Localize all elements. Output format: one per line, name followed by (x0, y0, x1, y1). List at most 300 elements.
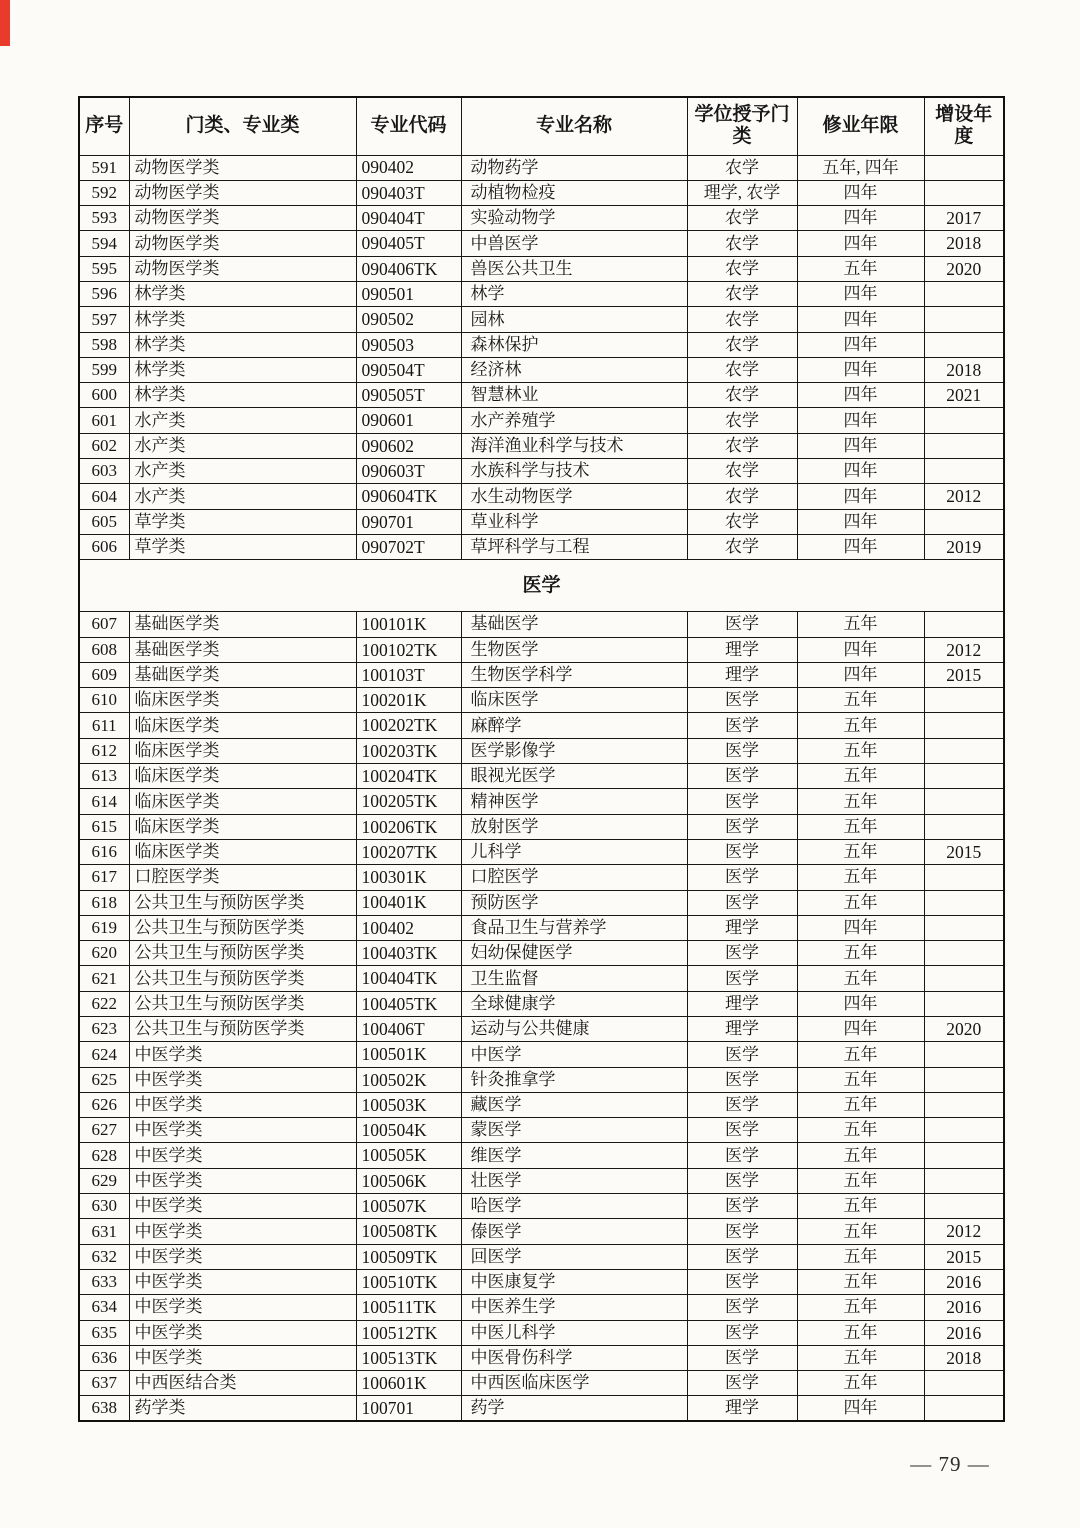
table-row (79, 738, 1004, 763)
table-cell: 636 (79, 1345, 129, 1370)
table-cell (924, 509, 1004, 534)
table-row (79, 713, 1004, 738)
table-cell: 农学 (687, 256, 797, 281)
table-cell: 596 (79, 281, 129, 306)
table-cell: 中医学类 (129, 1320, 356, 1345)
table-cell: 公共卫生与预防医学类 (129, 941, 356, 966)
table-cell: 100504K (356, 1118, 461, 1143)
table-cell: 动物医学类 (129, 180, 356, 205)
table-row (79, 941, 1004, 966)
table-cell: 五年 (797, 1219, 924, 1244)
table-row (79, 231, 1004, 256)
table-row (79, 966, 1004, 991)
table-cell: 100201K (356, 688, 461, 713)
table-cell: 医学 (687, 814, 797, 839)
table-row (79, 1345, 1004, 1370)
table-cell: 藏医学 (461, 1092, 687, 1117)
table-row (79, 1219, 1004, 1244)
table-cell: 599 (79, 357, 129, 382)
table-cell: 090403T (356, 180, 461, 205)
table-cell: 604 (79, 484, 129, 509)
table-cell: 090405T (356, 231, 461, 256)
table-cell: 医学 (687, 1371, 797, 1396)
table-cell: 中医养生学 (461, 1295, 687, 1320)
table-cell: 中医学类 (129, 1269, 356, 1294)
table-cell: 预防医学 (461, 890, 687, 915)
table-cell: 2015 (924, 662, 1004, 687)
table-cell: 临床医学类 (129, 738, 356, 763)
table-cell: 五年 (797, 1371, 924, 1396)
table-cell: 公共卫生与预防医学类 (129, 1017, 356, 1042)
table-cell: 麻醉学 (461, 713, 687, 738)
table-cell: 100510TK (356, 1269, 461, 1294)
table-cell: 医学 (687, 890, 797, 915)
column-header: 序号 (79, 97, 129, 155)
table-cell: 090406TK (356, 256, 461, 281)
table-cell: 五年 (797, 814, 924, 839)
table-row (79, 991, 1004, 1016)
column-header: 增设年度 (924, 97, 1004, 155)
table-cell: 五年 (797, 941, 924, 966)
table-cell: 602 (79, 433, 129, 458)
table-cell (924, 713, 1004, 738)
table-cell: 四年 (797, 307, 924, 332)
table-cell: 四年 (797, 459, 924, 484)
table-cell: 100101K (356, 612, 461, 637)
table-cell: 林学类 (129, 307, 356, 332)
table-cell: 林学 (461, 281, 687, 306)
table-cell: 针灸推拿学 (461, 1067, 687, 1092)
table-cell: 农学 (687, 281, 797, 306)
table-cell (924, 307, 1004, 332)
table-cell: 中兽医学 (461, 231, 687, 256)
table-cell (924, 1396, 1004, 1421)
table-cell: 100205TK (356, 789, 461, 814)
table-body (79, 155, 1004, 1421)
table-cell: 农学 (687, 509, 797, 534)
table-cell: 中医骨伤科学 (461, 1345, 687, 1370)
table-cell: 100511TK (356, 1295, 461, 1320)
section-label: 医学 (79, 560, 1004, 612)
table-cell: 100406T (356, 1017, 461, 1042)
table-cell: 100402 (356, 915, 461, 940)
table-cell: 医学 (687, 1042, 797, 1067)
table-cell: 水产类 (129, 433, 356, 458)
table-cell: 公共卫生与预防医学类 (129, 991, 356, 1016)
table-cell (924, 1118, 1004, 1143)
table-row (79, 1168, 1004, 1193)
table-cell: 090501 (356, 281, 461, 306)
table-cell: 四年 (797, 383, 924, 408)
table-cell: 中医学类 (129, 1244, 356, 1269)
table-row (79, 1092, 1004, 1117)
table-row (79, 180, 1004, 205)
table-cell: 五年 (797, 1244, 924, 1269)
table-cell: 公共卫生与预防医学类 (129, 890, 356, 915)
table-cell: 100502K (356, 1067, 461, 1092)
table-cell: 629 (79, 1168, 129, 1193)
table-cell (924, 1067, 1004, 1092)
table-cell: 621 (79, 966, 129, 991)
table-cell: 2015 (924, 1244, 1004, 1269)
table-cell: 五年 (797, 738, 924, 763)
table-cell: 水产养殖学 (461, 408, 687, 433)
table-cell: 593 (79, 206, 129, 231)
table-row (79, 1269, 1004, 1294)
table-cell: 四年 (797, 484, 924, 509)
table-cell: 水生动物医学 (461, 484, 687, 509)
table-cell: 中医学类 (129, 1345, 356, 1370)
table-cell: 100203TK (356, 738, 461, 763)
table-row (79, 764, 1004, 789)
table-cell: 草坪科学与工程 (461, 534, 687, 559)
table-cell (924, 459, 1004, 484)
table-cell: 五年 (797, 1194, 924, 1219)
table-row (79, 637, 1004, 662)
table-cell: 药学 (461, 1396, 687, 1421)
table-cell: 临床医学类 (129, 688, 356, 713)
table-cell: 632 (79, 1244, 129, 1269)
table-cell: 606 (79, 534, 129, 559)
table-cell: 中医学类 (129, 1143, 356, 1168)
table-cell: 五年, 四年 (797, 155, 924, 180)
table-cell (924, 332, 1004, 357)
table-row (79, 534, 1004, 559)
table-cell: 五年 (797, 1067, 924, 1092)
table-cell: 五年 (797, 612, 924, 637)
table-cell: 090601 (356, 408, 461, 433)
table-cell: 公共卫生与预防医学类 (129, 915, 356, 940)
table-cell: 四年 (797, 509, 924, 534)
table-cell: 中医学类 (129, 1118, 356, 1143)
table-cell (924, 1194, 1004, 1219)
table-cell (924, 789, 1004, 814)
table-cell: 100404TK (356, 966, 461, 991)
table-row (79, 509, 1004, 534)
table-cell: 兽医公共卫生 (461, 256, 687, 281)
table-cell (924, 941, 1004, 966)
table-row (79, 307, 1004, 332)
table-cell: 理学 (687, 637, 797, 662)
table-cell: 2012 (924, 1219, 1004, 1244)
page-number: — 79 — (910, 1452, 990, 1476)
table-row (79, 155, 1004, 180)
table-row (79, 484, 1004, 509)
table-cell (924, 612, 1004, 637)
table-row (79, 688, 1004, 713)
table-cell: 医学 (687, 865, 797, 890)
table-cell: 基础医学类 (129, 662, 356, 687)
table-cell: 625 (79, 1067, 129, 1092)
table-cell: 五年 (797, 713, 924, 738)
table-cell (924, 1143, 1004, 1168)
table-cell: 医学 (687, 1168, 797, 1193)
table-cell (924, 1042, 1004, 1067)
table-row (79, 1194, 1004, 1219)
table-cell: 壮医学 (461, 1168, 687, 1193)
table-cell: 618 (79, 890, 129, 915)
table-cell: 四年 (797, 281, 924, 306)
table-cell: 五年 (797, 1042, 924, 1067)
table-cell: 四年 (797, 231, 924, 256)
table-cell: 2016 (924, 1320, 1004, 1345)
table-cell (924, 915, 1004, 940)
table-cell: 090504T (356, 357, 461, 382)
table-cell: 591 (79, 155, 129, 180)
table-cell: 医学 (687, 1194, 797, 1219)
majors-table (78, 96, 1005, 1422)
table-cell: 中医学类 (129, 1067, 356, 1092)
table-cell: 草学类 (129, 534, 356, 559)
table-cell: 100508TK (356, 1219, 461, 1244)
table-cell: 2018 (924, 357, 1004, 382)
table-cell: 五年 (797, 890, 924, 915)
table-cell: 四年 (797, 332, 924, 357)
table-cell: 633 (79, 1269, 129, 1294)
table-cell: 2018 (924, 1345, 1004, 1370)
table-cell: 海洋渔业科学与技术 (461, 433, 687, 458)
table-cell: 609 (79, 662, 129, 687)
table-row (79, 890, 1004, 915)
table-cell: 2020 (924, 256, 1004, 281)
table-cell: 中医学类 (129, 1092, 356, 1117)
table-row (79, 357, 1004, 382)
table-cell: 农学 (687, 459, 797, 484)
table-cell: 615 (79, 814, 129, 839)
table-cell: 口腔医学类 (129, 865, 356, 890)
table-row (79, 839, 1004, 864)
table-cell: 616 (79, 839, 129, 864)
table-cell: 哈医学 (461, 1194, 687, 1219)
column-header: 门类、专业类 (129, 97, 356, 155)
table-cell: 612 (79, 738, 129, 763)
table-cell: 五年 (797, 1320, 924, 1345)
table-cell: 090503 (356, 332, 461, 357)
table-row (79, 433, 1004, 458)
table-cell: 临床医学类 (129, 713, 356, 738)
table-cell (924, 966, 1004, 991)
column-header: 修业年限 (797, 97, 924, 155)
table-cell: 农学 (687, 408, 797, 433)
table-cell: 五年 (797, 839, 924, 864)
table-row (79, 1017, 1004, 1042)
table-row (79, 1244, 1004, 1269)
table-cell (924, 865, 1004, 890)
table-cell: 基础医学类 (129, 612, 356, 637)
table-cell: 农学 (687, 231, 797, 256)
table-cell: 五年 (797, 1092, 924, 1117)
table-cell: 草业科学 (461, 509, 687, 534)
table-cell: 蒙医学 (461, 1118, 687, 1143)
table-cell: 五年 (797, 688, 924, 713)
table-cell: 口腔医学 (461, 865, 687, 890)
table-cell: 100506K (356, 1168, 461, 1193)
table-cell: 中医学类 (129, 1168, 356, 1193)
table-cell: 610 (79, 688, 129, 713)
table-cell: 生物医学 (461, 637, 687, 662)
table-cell: 理学 (687, 991, 797, 1016)
table-cell: 四年 (797, 637, 924, 662)
table-row (79, 915, 1004, 940)
table-cell (924, 688, 1004, 713)
table-cell: 中医学类 (129, 1042, 356, 1067)
table-cell: 2016 (924, 1269, 1004, 1294)
table-cell: 2021 (924, 383, 1004, 408)
table-cell: 林学类 (129, 332, 356, 357)
table-cell: 医学 (687, 1345, 797, 1370)
table-cell: 100401K (356, 890, 461, 915)
table-cell: 医学 (687, 789, 797, 814)
table-row (79, 789, 1004, 814)
table-cell: 动物药学 (461, 155, 687, 180)
table-cell: 四年 (797, 662, 924, 687)
table-cell: 水产类 (129, 408, 356, 433)
table-cell: 四年 (797, 1396, 924, 1421)
table-cell: 中西医临床医学 (461, 1371, 687, 1396)
table-cell: 中医康复学 (461, 1269, 687, 1294)
section-row (79, 560, 1004, 612)
table-cell: 动物医学类 (129, 206, 356, 231)
table-cell (924, 738, 1004, 763)
table-row (79, 206, 1004, 231)
table-cell: 607 (79, 612, 129, 637)
table-cell: 638 (79, 1396, 129, 1421)
table-cell: 四年 (797, 180, 924, 205)
table-row (79, 256, 1004, 281)
table-cell (924, 1092, 1004, 1117)
table-cell: 临床医学类 (129, 764, 356, 789)
table-cell (924, 764, 1004, 789)
table-cell: 运动与公共健康 (461, 1017, 687, 1042)
table-cell: 598 (79, 332, 129, 357)
table-row (79, 1118, 1004, 1143)
table-cell: 614 (79, 789, 129, 814)
table-cell: 五年 (797, 764, 924, 789)
table-cell: 626 (79, 1092, 129, 1117)
table-cell: 理学 (687, 1017, 797, 1042)
table-cell: 090402 (356, 155, 461, 180)
table-cell: 100202TK (356, 713, 461, 738)
table-cell: 水产类 (129, 484, 356, 509)
table-cell: 农学 (687, 383, 797, 408)
table-cell: 中医学类 (129, 1295, 356, 1320)
table-cell: 四年 (797, 206, 924, 231)
table-cell: 临床医学 (461, 688, 687, 713)
table-cell: 动植物检疫 (461, 180, 687, 205)
table-cell: 农学 (687, 206, 797, 231)
table-cell (924, 1371, 1004, 1396)
table-cell: 2017 (924, 206, 1004, 231)
table-cell: 食品卫生与营养学 (461, 915, 687, 940)
table-cell: 医学 (687, 941, 797, 966)
table-cell: 公共卫生与预防医学类 (129, 966, 356, 991)
table-cell: 医学 (687, 1067, 797, 1092)
column-header: 学位授予门类 (687, 97, 797, 155)
table-row (79, 1143, 1004, 1168)
table-cell: 四年 (797, 991, 924, 1016)
table-row (79, 612, 1004, 637)
table-cell: 630 (79, 1194, 129, 1219)
table-cell: 放射医学 (461, 814, 687, 839)
table-cell: 622 (79, 991, 129, 1016)
table-cell: 精神医学 (461, 789, 687, 814)
table-cell: 医学 (687, 966, 797, 991)
table-cell: 五年 (797, 1269, 924, 1294)
table-cell: 100501K (356, 1042, 461, 1067)
table-cell: 水族科学与技术 (461, 459, 687, 484)
table-cell: 儿科学 (461, 839, 687, 864)
table-cell: 597 (79, 307, 129, 332)
table-cell (924, 814, 1004, 839)
table-cell: 100204TK (356, 764, 461, 789)
table-cell: 100601K (356, 1371, 461, 1396)
table-cell: 理学 (687, 662, 797, 687)
table-cell: 基础医学 (461, 612, 687, 637)
table-cell: 595 (79, 256, 129, 281)
table-cell: 100102TK (356, 637, 461, 662)
table-cell: 623 (79, 1017, 129, 1042)
table-row (79, 1295, 1004, 1320)
table-cell: 2012 (924, 484, 1004, 509)
table-cell: 中医学类 (129, 1219, 356, 1244)
table-cell: 医学 (687, 1295, 797, 1320)
table-cell (924, 155, 1004, 180)
table-cell: 医学 (687, 1118, 797, 1143)
scan-artifact-red-mark (0, 0, 10, 46)
table-cell: 中医儿科学 (461, 1320, 687, 1345)
table-cell: 100512TK (356, 1320, 461, 1345)
table-cell: 理学 (687, 915, 797, 940)
table-cell: 631 (79, 1219, 129, 1244)
table-cell: 四年 (797, 408, 924, 433)
table-cell: 园林 (461, 307, 687, 332)
table-cell: 智慧林业 (461, 383, 687, 408)
table-cell: 600 (79, 383, 129, 408)
table-cell: 医学 (687, 1219, 797, 1244)
table-cell: 100103T (356, 662, 461, 687)
table-cell: 医学 (687, 764, 797, 789)
table-cell: 100513TK (356, 1345, 461, 1370)
table-cell: 临床医学类 (129, 839, 356, 864)
table-cell: 动物医学类 (129, 155, 356, 180)
table-cell: 医学 (687, 1269, 797, 1294)
table-row (79, 1371, 1004, 1396)
table-cell: 农学 (687, 357, 797, 382)
table-row (79, 459, 1004, 484)
table-cell: 100509TK (356, 1244, 461, 1269)
table-cell: 理学, 农学 (687, 180, 797, 205)
table-cell: 医学 (687, 1092, 797, 1117)
table-cell: 090701 (356, 509, 461, 534)
table-cell: 动物医学类 (129, 231, 356, 256)
table-cell: 生物医学科学 (461, 662, 687, 687)
table-cell: 医学 (687, 738, 797, 763)
column-header: 专业名称 (461, 97, 687, 155)
table-cell: 森林保护 (461, 332, 687, 357)
table-cell: 五年 (797, 966, 924, 991)
table-cell (924, 890, 1004, 915)
table-cell (924, 991, 1004, 1016)
table-cell (924, 281, 1004, 306)
table-row (79, 383, 1004, 408)
table-cell: 实验动物学 (461, 206, 687, 231)
table-cell: 637 (79, 1371, 129, 1396)
table-row (79, 1067, 1004, 1092)
table-cell: 601 (79, 408, 129, 433)
table-cell: 100505K (356, 1143, 461, 1168)
table-cell: 090604TK (356, 484, 461, 509)
table-cell: 619 (79, 915, 129, 940)
